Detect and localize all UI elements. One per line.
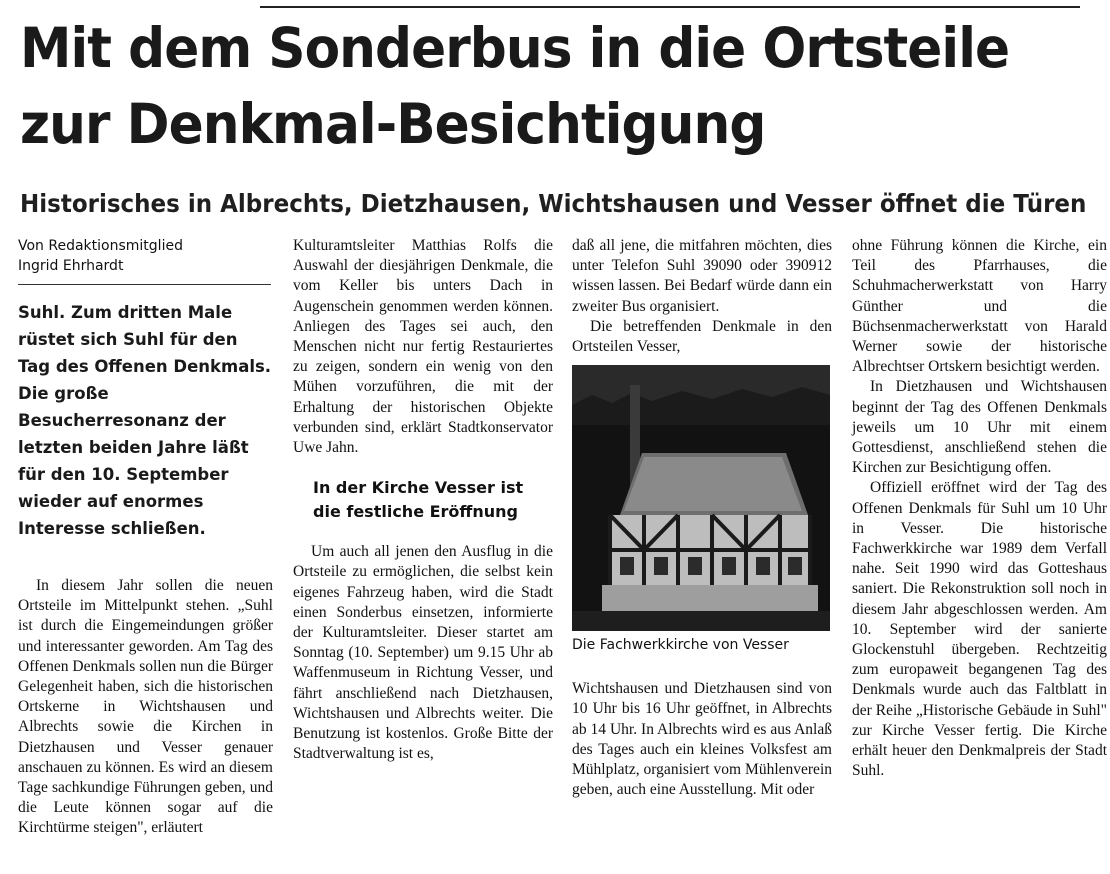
headline-line-2: zur Denkmal-Besichtigung [20,92,766,156]
body-paragraph: In diesem Jahr sollen die neuen Ortsteile im Mittelpunkt stehen. „Suhl ist durch die Eingemeindungen größer und interessanter geworden. Am Tag des Offenen Denkmals sollen nun die Bürger Gelegenheit haben, sich die historischen Ortskerne in Wichtshausen und Albrechts sowie die Kirchen in Dietzhausen und Vesser genauer anschauen zu können. Es wird an diesem Tage sachkundige Führungen geben, und die Leute können sogar auf die Kirchtürme steigen", erläutert [18,577,273,837]
body-paragraph: Die betreffenden Denkmale in den Ortsteilen Vesser, [572,317,832,356]
body-paragraph: Wichtshausen und Dietzhausen sind von 10 Uhr bis 16 Uhr geöffnet, in Albrechts ab 14 Uhr. In Albrechts wird es aus Anlaß des Tages auch ein kleines Volksfest am Mühlplatz, organisiert vom Mühlenverein geben, auch eine Ausstellung. Mit oder [572,680,832,799]
column-1 [18,236,273,839]
body-paragraph: daß all jene, die mitfahren möchten, dies unter Telefon Suhl 39090 oder 390912 wissen lassen. Bei Bedarf würde dann ein zweiter Bus organisiert. [572,237,832,315]
column-2 [293,236,553,764]
body-paragraph: Um auch all jenen den Ausflug in die Ortsteile zu ermöglichen, die selbst kein eigenes Fahrzeug haben, wird die Stadt einen Sonderbus einsetzen, informierte der Kulturamtsleiter. Dieser startet am Sonntag (10. September) um 9.15 Uhr ab Waffenmuseum in Richtung Vesser, und fährt anschließend nach Dietzhausen, Wichtshausen und Albrechts weiter. Die Benutzung ist kostenlos. Große Bitte der Stadtverwaltung ist es, [293,543,553,763]
section-heading-line-1: In der Kirche Vesser ist [313,478,524,498]
byline-line-1: Von Redaktionsmitglied [18,238,183,254]
section-heading [313,476,553,524]
byline [18,236,271,285]
column-4 [852,236,1107,781]
byline-author: Ingrid Ehrhardt [18,258,124,274]
body-paragraph: Kulturamtsleiter Matthias Rolfs die Auswahl der diesjährigen Denkmale, die vom Keller bis unters Dach in Augenschein genommen werden können. Anliegen des Tages sei auch, den Menschen nicht nur fertig Restauriertes zu zeigen, sondern ein wenig von den Mühen vorzuführen, die mit der Erhaltung der historischen Objekte verbunden sind, erklärt Stadtkonservator Uwe Jahn. [293,237,553,457]
church-photo [572,365,830,631]
column-3 [572,236,832,800]
body-paragraph: Offiziell eröffnet wird der Tag des Offenen Denkmals für Suhl um 10 Uhr in Vesser. Die historische Fachwerkkirche war 1989 dem Verfall nahe. Seit 1990 wird das Gotteshaus saniert. Die Rekonstruktion soll noch in diesem Jahr abgeschlossen werden. Am 10. September wird der sanierte Glockenstuhl übergeben. Rechtzeitig zum europaweit begangenen Tag des Denkmals wurde auch das Faltblatt in der Reihe „Historische Gebäude in Suhl" zur Kirche Vesser fertig. Die Kirche erhält heuer den Denkmalpreis der Stadt Suhl. [852,479,1107,780]
top-rule [260,6,1080,8]
subheadline: Historisches in Albrechts, Dietzhausen, Wichtshausen und Vesser öffnet die Türen [20,189,1087,218]
body-paragraph: In Dietzhausen und Wichtshausen beginnt der Tag des Offenen Denkmals jeweils um 10 Uhr mit einem Gottesdienst, anschließend stehen die Kirchen zur Besichtigung offen. [852,378,1107,477]
half-timbered-church-image [572,365,830,631]
headline [20,10,1035,162]
headline-line-1: Mit dem Sonderbus in die Ortsteile [20,16,1010,80]
spacer [18,542,273,576]
photo-caption: Die Fachwerkkirche von Vesser [572,637,789,654]
section-heading-line-2: die festliche Eröffnung [313,502,519,522]
lead-paragraph: Suhl. Zum dritten Male rüstet sich Suhl für den Tag des Offenen Denkmals. Die große Besucherresonanz der letzten beiden Jahre läßt für den 10. September wieder auf enormes Interesse schließen. [18,303,272,538]
body-paragraph: ohne Führung können die Kirche, ein Teil des Pfarrhauses, die Schuhmacherwerkstatt von Harry Günther und die Büchsenmacherwerkstatt von Harald Werner sowie der historische Albrechtser Ortskern besichtigt werden. [852,237,1107,376]
